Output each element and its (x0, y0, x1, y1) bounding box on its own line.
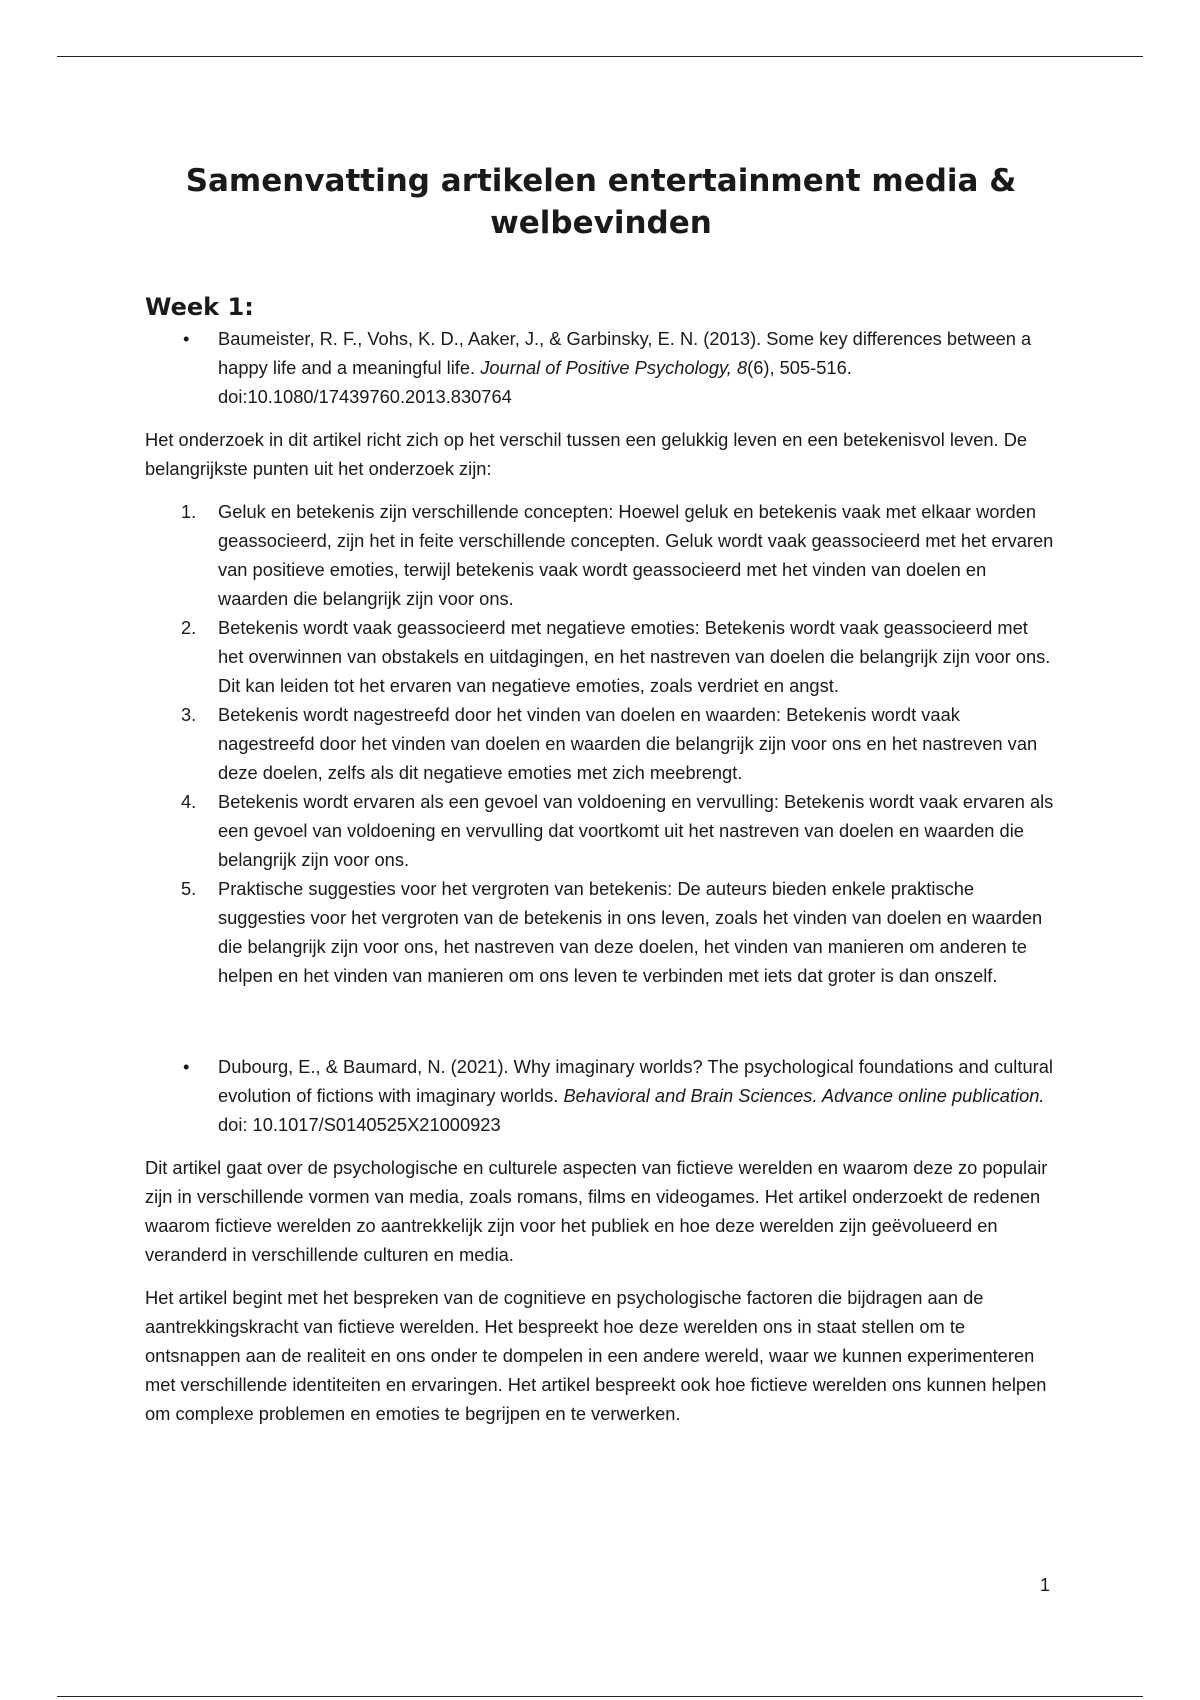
reference-tail: doi: 10.1017/S0140525X21000923 (218, 1114, 501, 1135)
list-item-number: 1. (181, 501, 197, 522)
week-heading: Week 1: (145, 293, 254, 321)
reference-item-baumeister (145, 324, 1057, 411)
list-item (145, 613, 1057, 700)
reference-journal: Behavioral and Brain Sciences. Advance online publication. (563, 1085, 1045, 1106)
key-points-list (145, 497, 1057, 990)
list-item-number: 5. (181, 878, 197, 899)
reference-authors-title: Baumeister, R. F., Vohs, K. D., Aaker, J., & Garbinsky, E. N. (2013). Some key differences between a happy life and a meaningful life. (218, 328, 1032, 378)
intro-paragraph: Het onderzoek in dit artikel richt zich op het verschil tussen een gelukkig leven en een betekenisvol leven. De belangrijkste punten uit het onderzoek zijn: (145, 429, 1028, 479)
body-paragraph-2: Het artikel begint met het bespreken van de cognitieve en psychologische factoren die bijdragen aan de aantrekkingskracht van fictieve werelden. Het bespreekt hoe deze werelden ons in staat stellen om te ontsnappen aan de realiteit en ons onder te dompelen in een andere wereld, waar we kunnen experimenteren met verschillende identiteiten en ervaringen. Het artikel bespreekt ook hoe fictieve werelden ons kunnen helpen om complexe problemen en emoties te begrijpen en te verwerken. (145, 1287, 1047, 1424)
list-item (145, 700, 1057, 787)
bullet-icon: • (183, 1056, 190, 1077)
list-item (145, 497, 1057, 613)
reference-journal: Journal of Positive Psychology, 8 (480, 357, 748, 378)
list-item (145, 874, 1057, 990)
list-item-text: Geluk en betekenis zijn verschillende concepten: Hoewel geluk en betekenis vaak met elkaar worden geassocieerd, zijn het in feite verschillende concepten. Geluk wordt vaak geassocieerd met het ervaren van positieve emoties, terwijl betekenis vaak wordt geassocieerd met het vinden van doelen en waarden die belangrijk zijn voor ons. (218, 501, 1054, 609)
list-item-number: 3. (181, 704, 197, 725)
list-item-number: 2. (181, 617, 197, 638)
bullet-icon: • (183, 328, 190, 349)
list-item-text: Betekenis wordt nagestreefd door het vinden van doelen en waarden: Betekenis wordt vaak nagestreefd door het vinden van doelen en waarden die belangrijk zijn voor ons en het nastreven van deze doelen, zelfs als dit negatieve emoties met zich meebrengt. (218, 704, 1038, 783)
page-number: 1 (1040, 1575, 1051, 1595)
document-title: Samenvatting artikelen entertainment media & welbevinden (185, 163, 1017, 241)
list-item-number: 4. (181, 791, 197, 812)
reference-authors-title: Dubourg, E., & Baumard, N. (2021). Why imaginary worlds? The psychological foundations and cultural evolution of fictions with imaginary worlds. (218, 1056, 1053, 1106)
reference-tail: (6), 505-516. doi:10.1080/17439760.2013.830764 (218, 357, 852, 407)
reference-item-dubourg (145, 1052, 1057, 1139)
header-rule (57, 56, 1143, 57)
page-content (145, 160, 1057, 1428)
list-item (145, 787, 1057, 874)
reference-list-2 (145, 1052, 1057, 1139)
list-item-text: Betekenis wordt ervaren als een gevoel van voldoening en vervulling: Betekenis wordt vaak ervaren als een gevoel van voldoening en vervulling dat voortkomt uit het nastreven van doelen en waarden die belangrijk zijn voor ons. (218, 791, 1054, 870)
list-item-text: Betekenis wordt vaak geassocieerd met negatieve emoties: Betekenis wordt vaak geassocieerd met het overwinnen van obstakels en uitdagingen, en het nastreven van doelen die belangrijk zijn voor ons. Dit kan leiden tot het ervaren van negatieve emoties, zoals verdriet en angst. (218, 617, 1051, 696)
footer-rule (57, 1696, 1143, 1697)
reference-list-1 (145, 324, 1057, 411)
list-item-text: Praktische suggesties voor het vergroten van betekenis: De auteurs bieden enkele praktische suggesties voor het vergroten van de betekenis in ons leven, zoals het vinden van doelen en waarden die belangrijk zijn voor ons, het nastreven van deze doelen, het vinden van manieren om anderen te helpen en het vinden van manieren om ons leven te verbinden met iets dat groter is dan onszelf. (218, 878, 1043, 986)
body-paragraph-1: Dit artikel gaat over de psychologische en culturele aspecten van fictieve werelden en waarom deze zo populair zijn in verschillende vormen van media, zoals romans, films en videogames. Het artikel onderzoekt de redenen waarom fictieve werelden zo aantrekkelijk zijn voor het publiek en hoe deze werelden zijn geëvolueerd en veranderd in verschillende culturen en media. (145, 1157, 1048, 1265)
